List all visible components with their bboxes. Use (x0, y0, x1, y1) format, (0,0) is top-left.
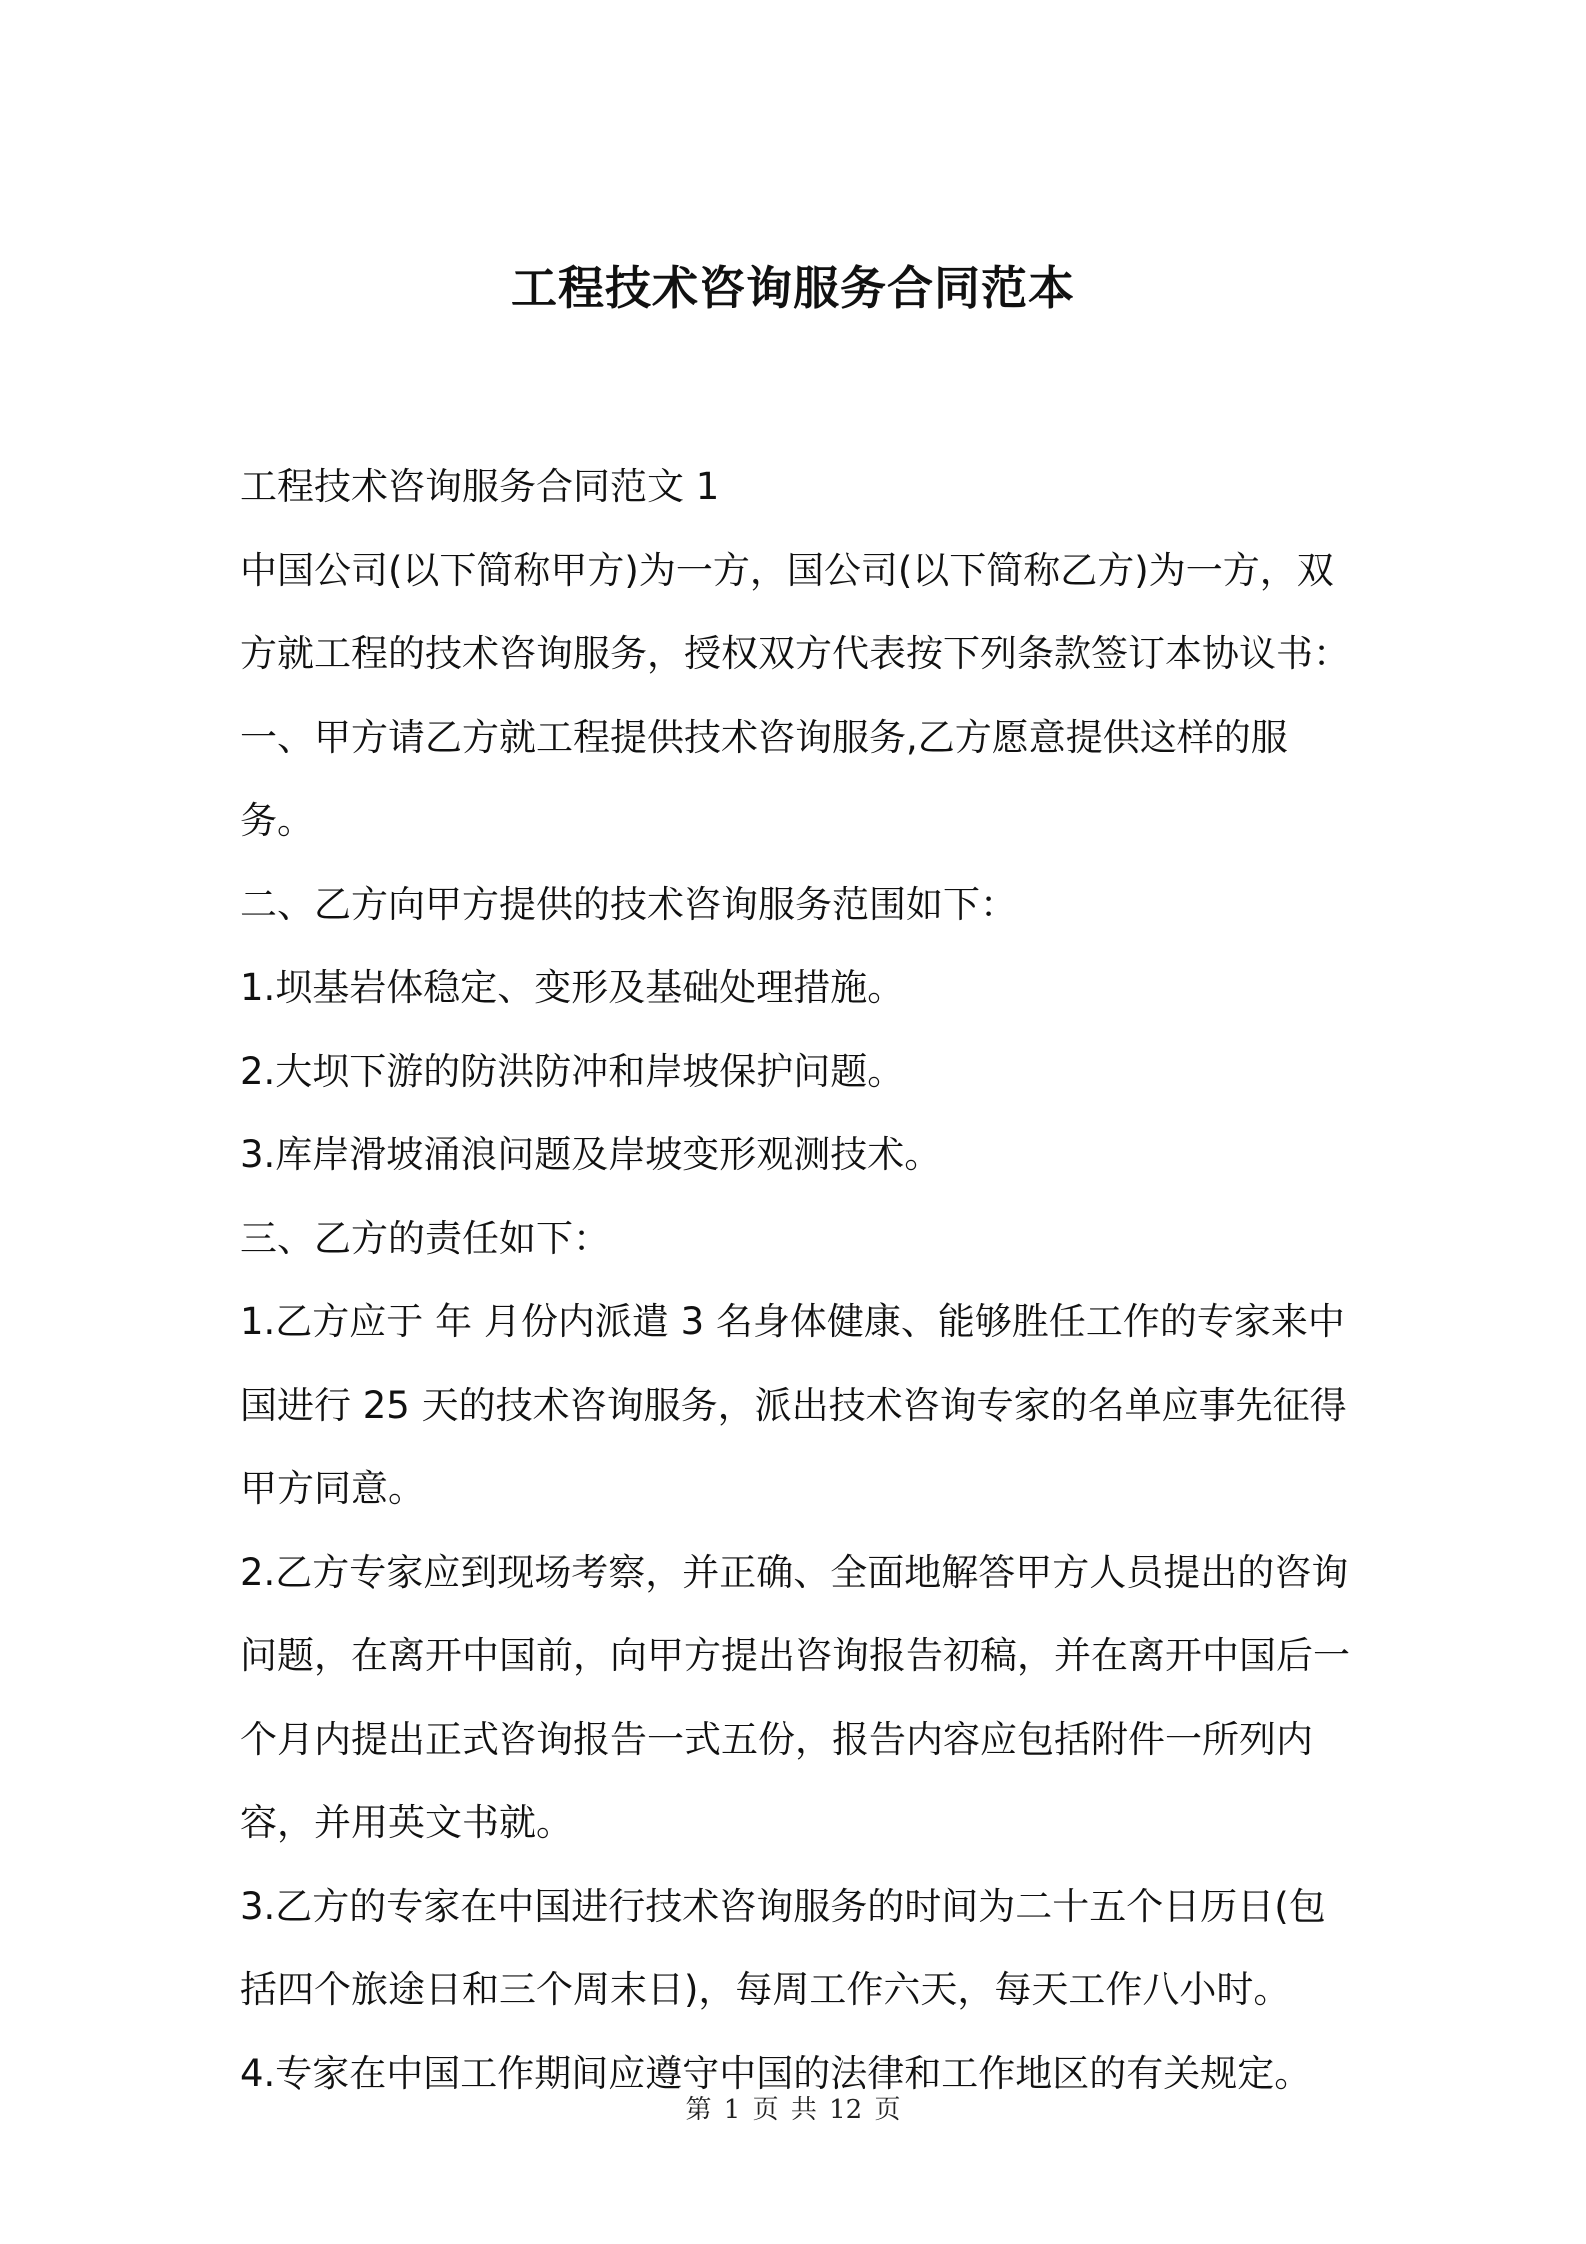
clause-two-item-3: 3.库岸滑坡涌浪问题及岸坡变形观测技术。 (240, 1133, 942, 1176)
clause-three-item-2: 2.乙方专家应到现场考察，并正确、全面地解答甲方人员提出的咨询问题，在离开中国前，向甲方提出咨询报告初稿，并在离开中国后一个月内提出正式咨询报告一式五份，报告内容应包括附件一所列内容，并用英文书就。 (240, 1550, 1350, 1844)
clause-one: 一、甲方请乙方就工程提供技术咨询服务,乙方愿意提供这样的服务。 (240, 715, 1288, 842)
page-number-footer: 第 1 页 共 12 页 (685, 2095, 901, 2125)
document-body (240, 445, 1350, 2115)
intro-paragraph: 中国公司(以下简称甲方)为一方，国公司(以下简称乙方)为一方，双方就工程的技术咨询服务，授权双方代表按下列条款签订本协议书： (240, 548, 1350, 675)
clause-three-item-3: 3.乙方的专家在中国进行技术咨询服务的时间为二十五个日历日(包括四个旅途日和三个周末日)，每周工作六天，每天工作八小时。 (240, 1884, 1326, 2011)
clause-two-item-2: 2.大坝下游的防洪防冲和岸坡保护问题。 (240, 1049, 905, 1093)
clause-two-item-1: 1.坝基岩体稳定、变形及基础处理措施。 (240, 966, 905, 1009)
clause-two-heading: 二、乙方向甲方提供的技术咨询服务范围如下： (240, 882, 1017, 926)
document-title: 工程技术咨询服务合同范本 (511, 261, 1075, 315)
clause-three-heading: 三、乙方的责任如下： (240, 1216, 610, 1260)
clause-three-item-1: 1.乙方应于 年 月份内派遣 3 名身体健康、能够胜任工作的专家来中国进行 25 天的技术咨询服务，派出技术咨询专家的名单应事先征得甲方同意。 (240, 1300, 1347, 1510)
clause-three-item-4: 4.专家在中国工作期间应遵守中国的法律和工作地区的有关规定。 (240, 2051, 1312, 2095)
section-heading: 工程技术咨询服务合同范文 1 (240, 465, 720, 508)
